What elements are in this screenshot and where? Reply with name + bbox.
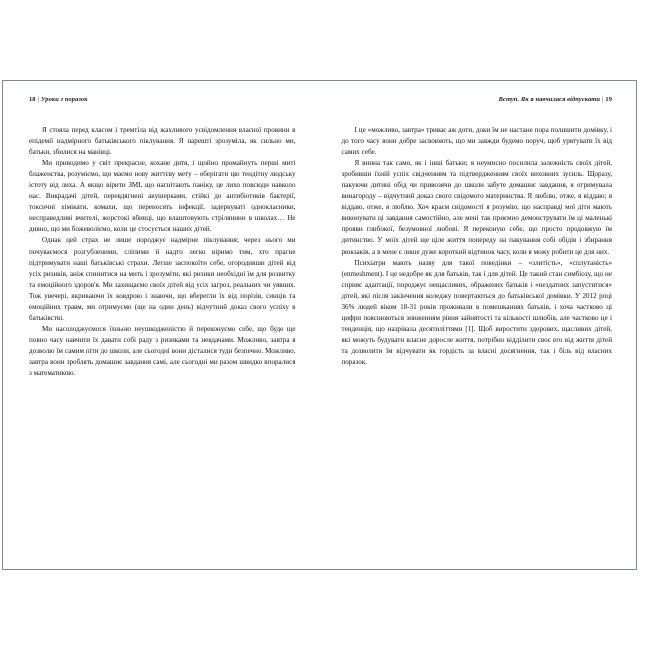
paragraph: Ми приводимо у світ прекрасне, кохане дитя, і щойно промайнуть перші миті блаженства, розуміємо, що маємо нову життєву мету – оберігати цю тендітну людську істоту від лиха. А якщо вірити ЗМІ, що нагнітають паніку, це лихо повсюди навколо нас. Викрадачі дітей, перевдягнені акушерками, стійкі до антибіотиків бактерії, токсичні хімікати, комахи, що переносять інфекції, задеркуваті однокласники, несправедливі вчителі, жорстокі вбивці, що влаштовують стрілянини в школах… Не дивно, що ми божеволіємо, коли це стосується наших дітей. [29, 159, 296, 234]
paragraph: Ми насолоджуємося їхньою неушкодженістю й переконуємо себе, що буде ще повно часу навчити їх давати собі раду з ризиками та невдачами. Можливо, завтра я дозволю їм самим піти до школи, але сьогодні вони дісталися туди безпечно. Можливо, завтра вони зроблять домашнє завдання самі, але сьогодні ми разом швидко впоралися з математикою. [29, 324, 296, 378]
paragraph: Я винна так само, як і інші батьки; я неумисно посилила залежність своїх дітей, зробивши їхній успіх свідченням та підтвердженням своїх виховних зусиль. Щоразу, пакуючи дитині обід чи привозячи до школи забуте домашнє завдання, я отримувала винагороду – відчутний доказ свого свідомого материнства. Я люблю, отже, я віддаю; я віддаю, отже, я люблю. Хоч краєм свідомості я розумію, що насправді мої діти мають виконувати ці завдання самостійно, але мені так приємно демонструвати їм ці маленькі прояви глибокої, безумовної любові. Я переконую себе, що просто продовжую їм дитинство. У моїх дітей ще ціле життя попереду на пакування собі обідів і збирання рюкзаків, а в мене є лише дуже короткий відтинок часу, коли я можу робити це для них. [341, 159, 612, 256]
folio-left: 18 [29, 96, 36, 103]
running-head-separator-right: | [602, 96, 604, 103]
running-head-right [342, 95, 613, 104]
body-text-left [29, 125, 296, 379]
page-right [320, 81, 637, 569]
running-title-right: Вступ. Як я навчилася відпускати [498, 96, 601, 103]
page-left [3, 81, 320, 569]
running-title-left: Уроки з поразок [40, 96, 88, 103]
paragraph: Однак цей страх не лише породжує надмірне піклування; через нього ми почуваємося розгубленими, сліпими й надто легко віримо тим, хто прагне підтримувати наші батьківські страхи. Легше заспокоїти себе, огородивши дітей від усіх ризиків, аніж спинитися на мить і зрозуміти, які ризики необхідні їм для розвитку та емоційного здоров'я. Ми захищаємо своїх дітей від усіх загроз, реальних чи уявних. Тож увечері, вкриваючи їх ковдрою і знаючи, що вберегли їх від порізів, синців та емоційних травм, ми отримуємо (ще на один день) відчутний доказ свого успіху в батьківстві. [29, 236, 296, 322]
paragraph: І це «можливо, завтра» триває аж доти, доки їм не настане пора полишити домівку, і до того часу вони добре засвоюють, що ми завжди будемо поруч, щоб урятувати їх від самих себе. [341, 126, 612, 157]
body-text-right [342, 125, 613, 368]
running-head-left [29, 95, 296, 104]
paragraph: Психіатри мають назву для такої поведінки – «злитість», «сплутаність» (enmeshment). І це недобре як для батьків, так і для дітей. Це такий стан симбіозу, що не сприяє адаптації, породжує нещасливих, ображених батьків і «нездатних запуститися» дітей, які після закінчення коледжу повертаються до батьківської домівки. У 2012 році 36% людей віком 18-31 років проживали в помешканнях батьків, і хоча частково ці цифри пояснюються зниженням рівня зайнятості та кількості шлюбів, але частково це і тенденція, що назрівала десятиліттями [1]. Щоб виростити здорових, щасливих дітей, які можуть будувати власне доросле життя, потрібно відділити своє его від життя дітей та дозволити їм відчувати як гордість за власні досягнення, так і біль від власних поразок. [341, 258, 612, 366]
book-spread [2, 80, 637, 570]
paragraph: Я стояла перед класом і тремтіла від жахливого усвідомлення власної провини в епідемії надмірного батьківського піклування. Я нарешті зрозуміла, як сильно ми, батьки, збилися на манівці. [29, 126, 296, 157]
folio-right: 19 [605, 96, 612, 103]
running-head-separator-left: | [37, 96, 39, 103]
